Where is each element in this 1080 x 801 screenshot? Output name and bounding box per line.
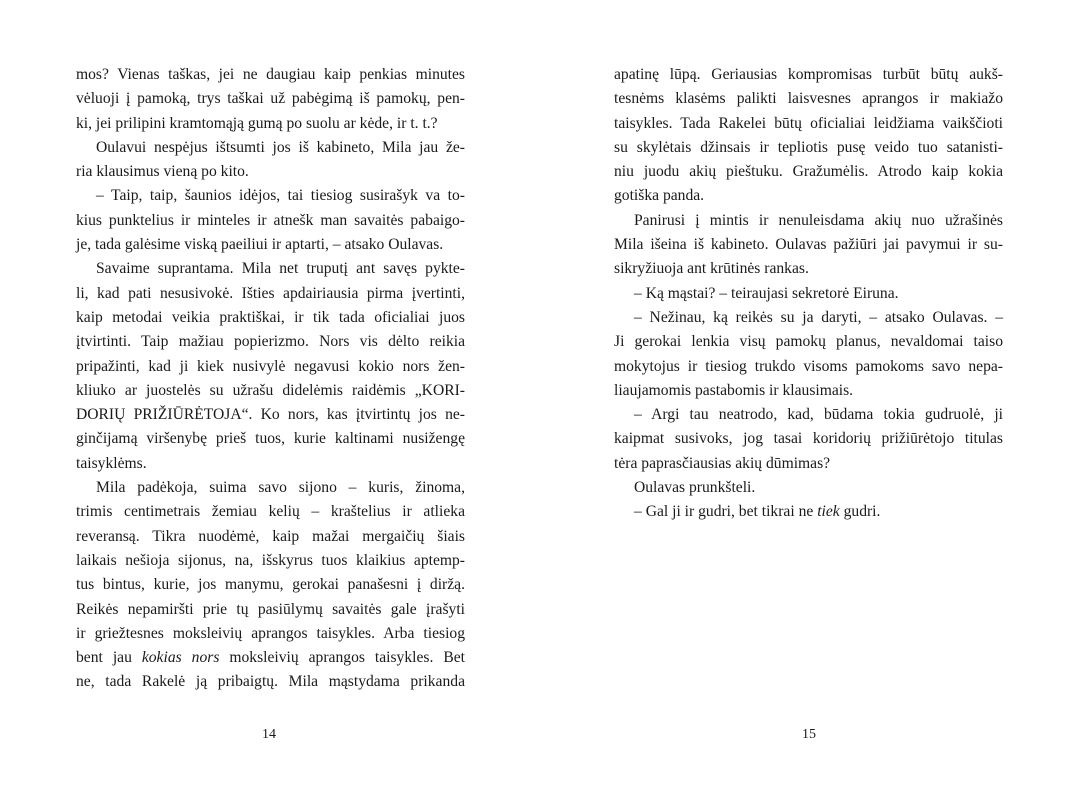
text-line: ir griežtesnes moksleivių aprangos taisykles. Arba tiesiog	[76, 624, 465, 642]
text-line: su skylėtais džinsais ir tepliotis pusę veido tuo satanisti-	[614, 138, 1003, 156]
text-line: taisykles. Tada Rakelei būtų oficialiai leidžiama vaikščioti	[614, 114, 1003, 132]
text-line: – Nežinau, ką reikės su ja daryti, – atsako Oulavas. –	[634, 308, 1003, 326]
text-line: DORIŲ PRIŽIŪRĖTOJA“. Ko nors, kas įtvirtintų jos ne-	[76, 406, 465, 424]
text-line: taisyklėms.	[76, 454, 147, 472]
text-line: je, tada galėsime viską paeiliui ir aptarti, – atsako Oulavas.	[76, 236, 444, 254]
text-line: Mila padėkoja, suima savo sijono – kuris, žinoma,	[96, 479, 465, 497]
text-line: vėluoji į pamoką, trys taškai už pabėgimą iš pamokų, pen-	[76, 90, 465, 108]
text-line: Oulavui nespėjus ištsumti jos iš kabineto, Mila jau že-	[96, 138, 465, 156]
text-line: Ji gerokai lenkia visų pamokų planus, nevaldomai taiso	[614, 333, 1003, 351]
text-line: reveransą. Tikra nuodėmė, kaip mažai mergaičių šiais	[76, 527, 465, 545]
text-line: – Argi tau neatrodo, kad, būdama tokia gudruolė, ji	[634, 406, 1003, 424]
text-line: bent jau kokias nors moksleivių aprangos taisykles. Bet	[76, 649, 465, 667]
text-line: liaujamomis pastabomis ir klausimais.	[614, 381, 854, 399]
text-line: sikryžiuoja ant krūtinės rankas.	[614, 260, 809, 278]
text-line: Savaime suprantama. Mila net truputį ant savęs pykte-	[96, 260, 465, 278]
text-line: Mila išeina iš kabineto. Oulavas pažiūri jai pavymui ir su-	[614, 236, 1003, 254]
left-page-text	[76, 63, 465, 695]
text-line: mokytojus ir tiesiog trukdo visoms pamokoms savo nepa-	[614, 357, 1003, 375]
text-line: – Ką mąstai? – teiraujasi sekretorė Eiruna.	[634, 284, 899, 302]
text-line: Panirusi į mintis ir nenuleisdama akių nuo užrašinės	[634, 211, 1003, 229]
text-line: tus bintus, kurie, jos manymu, gerokai panašesni į diržą.	[76, 576, 465, 594]
text-line: trimis centimetrais žemiau kelių – kraštelius ir atlieka	[76, 503, 465, 521]
text-line: mos? Vienas taškas, jei ne daugiau kaip penkias minutes	[76, 66, 465, 83]
text-line: apatinę lūpą. Geriausias kompromisas turbūt būtų aukš-	[614, 66, 1003, 83]
text-line: – Taip, taip, šaunios idėjos, tai tiesiog susirašyk va to-	[96, 187, 465, 205]
right-page-text	[614, 63, 1003, 525]
text-line: kliuko ar juostelės su užrašu didelėmis raidėmis „KORI-	[76, 381, 465, 399]
text-line: ria klausimus vieną po kito.	[76, 163, 249, 181]
text-line: ki, jei prilipini kramtomąją gumą po suolu ar kėde, ir t. t.?	[76, 114, 438, 132]
text-line: kaip metodai veikia praktiškai, ir tik tada oficialiai juos	[76, 308, 465, 326]
text-line: tėra paprasčiausias akių dūmimas?	[614, 454, 831, 472]
text-line: kaipmat susivoks, jog tasai koridorių prižiūrėtojo titulas	[614, 430, 1003, 448]
text-line: Oulavas prunkšteli.	[634, 479, 756, 497]
text-line: gotiška panda.	[614, 187, 705, 205]
text-line: ginčijamą viršenybę prieš tuos, kurie kaltinami nusižengę	[76, 430, 465, 448]
text-line: pripažinti, kad ji kiek nusivylė negavusi kokio nors žen-	[76, 357, 465, 375]
text-line: – Gal ji ir gudri, bet tikrai ne tiek gudri.	[634, 503, 881, 521]
text-line: laikais nešioja sijonus, na, išskyrus tuos klaikius aptemp-	[76, 551, 465, 569]
text-line: kius punktelius ir minteles ir atnešk man savaitės pabaigo-	[76, 211, 465, 229]
text-line: niu juodu akių pieštuku. Gražumėlis. Atrodo kaip kokia	[614, 163, 1003, 181]
text-line: Reikės nepamiršti prie tų pasiūlymų savaitės gale įrašyti	[76, 600, 465, 618]
page-number-left: 14	[262, 727, 276, 742]
text-line: tesnėms klasėms palikti laisvesnes aprangos ir makiažo	[614, 90, 1003, 108]
right-page	[540, 0, 1080, 801]
text-line: li, kad pati nesusivokė. Išties apdairiausia pirma įvertinti,	[76, 284, 465, 302]
page-number-right: 15	[802, 727, 816, 742]
text-line: įtvirtinti. Taip mažiau popierizmo. Nors vis dėlto reikia	[76, 333, 465, 351]
text-line: ne, tada Rakelė ją pribaigtų. Mila mąstydama prikanda	[76, 673, 465, 691]
